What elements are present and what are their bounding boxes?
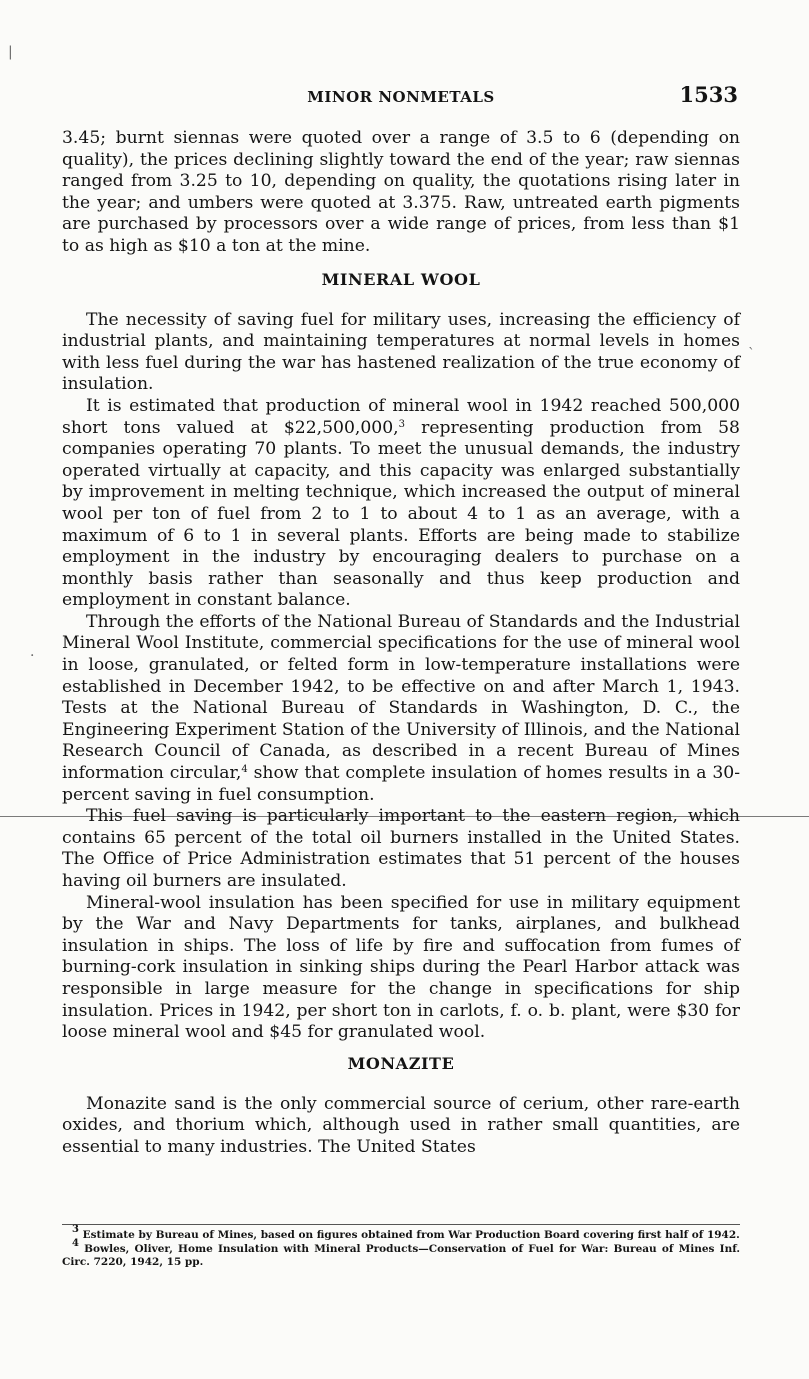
footnotes [62,1224,740,1270]
footnote-ref: 3 [398,418,406,430]
paragraph: Monazite sand is the only commercial source of cerium, other rare-earth oxides, and thorium which, although used in rather small quantities, are essential to many industries. The United States [62,1093,740,1157]
paragraph: Mineral-wool insulation has been specified for use in military equipment by the War and Navy Departments for tanks, airplanes, and bulkhead insulation in ships. The loss of life by fire and suffocation from fumes of burning-cork insulation in sinking ships during the Pearl Harbor attack was responsible in large measure for the change in specifications for ship insulation. Prices in 1942, per short ton in carlots, f. o. b. plant, were $30 for loose mineral wool and $45 for granulated wool. [62,892,740,1043]
page-body [62,128,740,1159]
running-head: MINOR NONMETALS [307,88,495,106]
paragraph-text: Through the efforts of the National Bureau of Standards and the Industrial Mineral Wool Institute, commercial specifications for the use of mineral wool in loose, granulated, or felted form in low-temperature installations were established in December 1942, to be effective on and after March 1, 1943. Tests at the National Bureau of Standards in Washington, D. C., the Engineering Experiment Station of the University of Illinois, and the National Research Council of Canada, as described in a recent Bureau of Mines information circular, [62,611,740,784]
footnote-marker: 4 [72,1238,79,1249]
footnote-marker: 3 [72,1224,79,1235]
continued-paragraph: 3.45; burnt siennas were quoted over a range of 3.5 to 6 (depending on quality), the prices declining slightly toward the end of the year; raw siennas ranged from 3.25 to 10, depending on quality, the quotations rising later in the year; and umbers were quoted at 3.375. Raw, untreated earth pigments are purchased by processors over a wide range of prices, from less than $1 to as high as $10 a ton at the mine. [62,128,740,256]
footnote-text: Estimate by Bureau of Mines, based on figures obtained from War Production Board covering first half of 1942. [78,1229,740,1241]
section-heading-mineral-wool: MINERAL WOOL [321,269,481,289]
scan-mark: | [8,44,13,60]
footnote-ref: 4 [241,764,248,776]
paragraph: The necessity of saving fuel for military uses, increasing the efficiency of industrial plants, and maintaining temperatures at normal levels in homes with less fuel during the war has hastened realization of the true economy of insulation. [62,309,740,395]
page-number: 1533 [679,82,738,107]
paragraph [62,612,740,806]
paragraph-text: It is estimated that production of mineral wool in 1942 reached 500,000 short tons valued at $22,500,000, [62,395,740,438]
paragraph-text: show that complete insulation of homes results in a 30-percent saving in fuel consumption. [62,763,741,805]
footnote [62,1238,740,1269]
paragraph [62,396,740,612]
scan-mark: ` [748,346,755,362]
footnote [62,1224,740,1242]
page-header [62,82,740,112]
section-heading-monazite: MONAZITE [347,1053,455,1073]
scan-mark: · [30,648,35,664]
paragraph-text: representing production from 58 companies operating 70 plants. To meet the unusual demands, the industry operated virtually at capacity, and this capacity was enlarged substantially by improvement in melting technique, which increased the output of mineral wool per ton of fuel from 2 to 1 to about 4 to 1 as an average, with a maximum of 6 to 1 in several plants. Efforts are being made to stabilize employment in the industry by encouraging dealers to purchase on a monthly basis rather than seasonally and thus keep production and employment in constant balance. [62,417,740,611]
footnote-text: Bowles, Oliver, Home Insulation with Mineral Products—Conservation of Fuel for War: Bureau of Mines Inf. Circ. 7220, 1942, 15 pp. [62,1243,740,1268]
paragraph: This fuel saving is particularly important to the eastern region, which contains 65 percent of the total oil burners installed in the United States. The Office of Price Administration estimates that 51 percent of the houses having oil burners are insulated. [62,806,740,891]
